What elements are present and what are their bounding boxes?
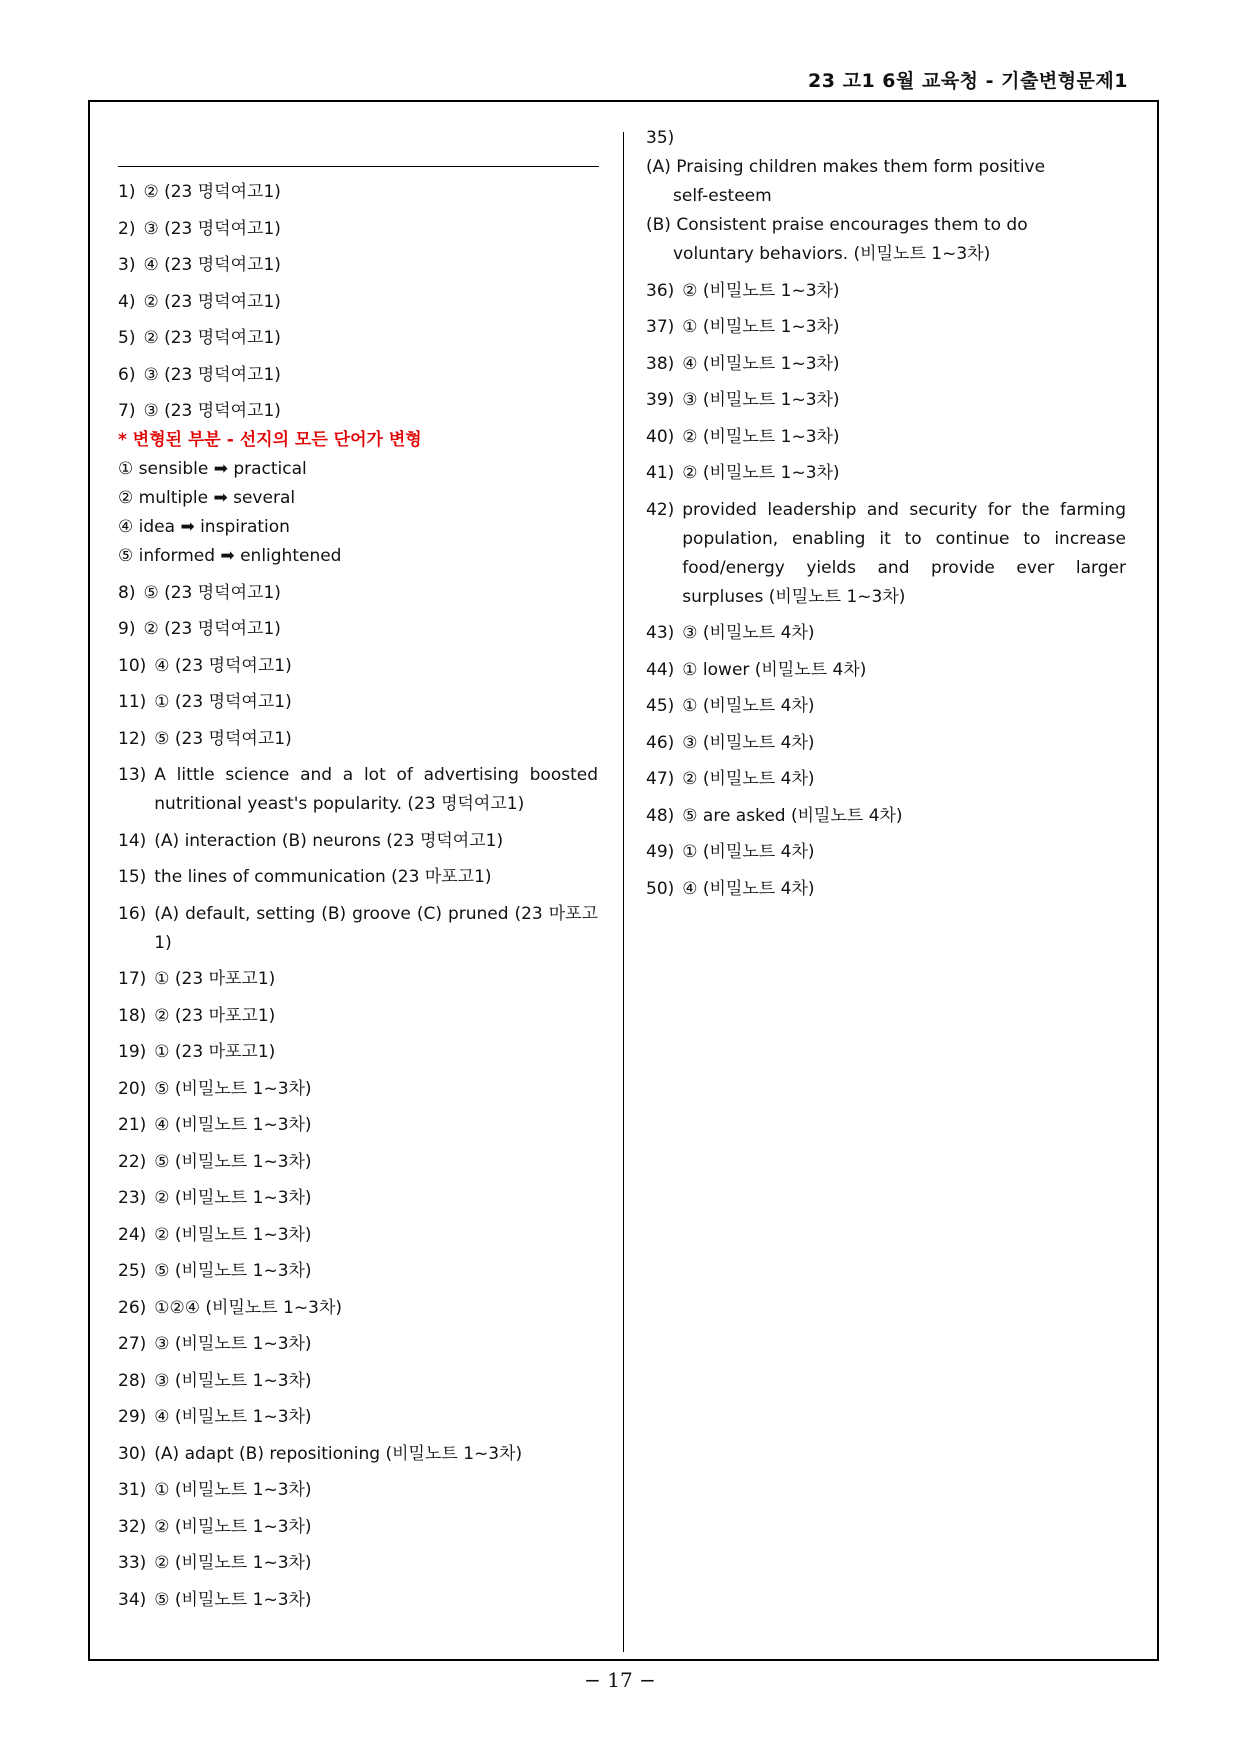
- answer-text: ④ (비밀노트 1~3차): [154, 1115, 312, 1135]
- answer-item: [646, 802, 1126, 831]
- answer-text: ④ (비밀노트 4차): [682, 878, 815, 899]
- answer-text: ⑤ (비밀노트 1~3차): [154, 1151, 312, 1172]
- right-answer-column: [646, 124, 1126, 911]
- answer-number: 1): [118, 182, 136, 202]
- answer-text: ② (비밀노트 1~3차): [154, 1516, 312, 1537]
- answer-number: 32): [118, 1516, 147, 1537]
- answer-item: [118, 1148, 598, 1177]
- answer-number: 12): [118, 728, 147, 749]
- answer-number: 49): [646, 842, 675, 862]
- answer-text: ① lower (비밀노트 4차): [682, 659, 867, 680]
- answer-item: [118, 900, 598, 958]
- answer-item: [118, 761, 598, 819]
- answer-text: ② (23 명덕여고1): [143, 182, 281, 202]
- answer-number: 42): [646, 499, 675, 520]
- answer-number: 8): [118, 582, 136, 603]
- answer-number: 3): [118, 255, 136, 275]
- answer-number: 10): [118, 655, 147, 676]
- answer-text: ② (23 명덕여고1): [143, 328, 281, 348]
- answer-35-part-b-cont: voluntary behaviors. (비밀노트 1~3차): [673, 244, 991, 264]
- answer-item: [646, 386, 1126, 415]
- answer-group-right: [646, 277, 1126, 904]
- answer-item: [118, 361, 598, 390]
- answer-text: ④ (23 명덕여고1): [154, 655, 292, 676]
- answer-number: 19): [118, 1042, 147, 1062]
- answer-number: 50): [646, 878, 675, 899]
- answer-text: ⑤ (23 명덕여고1): [143, 582, 281, 603]
- answer-number: 6): [118, 364, 136, 385]
- answer-number: 35): [646, 128, 675, 148]
- answer-number: 25): [118, 1261, 147, 1281]
- answer-text: ② (비밀노트 4차): [682, 769, 815, 789]
- answer-number: 47): [646, 769, 675, 789]
- answer-35-part-b: (B) Consistent praise encourages them to do: [646, 215, 1028, 235]
- answer-item: [118, 1476, 598, 1505]
- answer-item: [118, 688, 598, 717]
- answer-item: [118, 827, 598, 856]
- answer-text: ② (비밀노트 1~3차): [682, 463, 840, 483]
- answer-number: 34): [118, 1589, 147, 1610]
- variation-note-line: ⑤ informed ➡ enlightened: [118, 546, 342, 566]
- answer-item: [646, 277, 1126, 306]
- answer-item: [118, 1221, 598, 1250]
- answer-number: 26): [118, 1297, 147, 1318]
- answer-item: [118, 615, 598, 644]
- answer-text: (A) default, setting (B) groove (C) pruned (23 마포고1): [154, 903, 598, 953]
- answer-text: ③ (비밀노트 4차): [682, 732, 815, 753]
- answer-text: (A) interaction (B) neurons (23 명덕여고1): [154, 830, 504, 851]
- answer-item: [646, 692, 1126, 721]
- answer-text: ① (비밀노트 1~3차): [682, 317, 840, 337]
- answer-text: ⑤ (비밀노트 1~3차): [154, 1261, 312, 1281]
- variation-note-line: ① sensible ➡ practical: [118, 459, 307, 479]
- answer-text: ① (비밀노트 1~3차): [154, 1480, 312, 1500]
- answer-number: 33): [118, 1553, 147, 1573]
- answer-number: 11): [118, 692, 147, 712]
- answer-item: [118, 725, 598, 754]
- variation-note-line: ④ idea ➡ inspiration: [118, 517, 290, 537]
- answer-number: 37): [646, 317, 675, 337]
- answer-text: ① (23 명덕여고1): [154, 692, 292, 712]
- answer-text: A little science and a lot of advertising boosted nutritional yeast's popularity. (23 명덕여고1): [154, 765, 598, 814]
- answer-item: [646, 313, 1126, 342]
- answer-item: [118, 1549, 598, 1578]
- answer-35: [646, 124, 1126, 269]
- answer-text: ③ (비밀노트 1~3차): [154, 1370, 312, 1391]
- answer-text: ② (비밀노트 1~3차): [682, 426, 840, 447]
- variation-note-line: ② multiple ➡ several: [118, 488, 296, 508]
- answer-number: 36): [646, 280, 675, 301]
- answer-number: 23): [118, 1188, 147, 1208]
- answer-text: ③ (23 명덕여고1): [143, 401, 281, 421]
- answer-text: ② (23 명덕여고1): [143, 291, 281, 312]
- answer-number: 14): [118, 830, 147, 851]
- answer-text: ② (비밀노트 1~3차): [682, 280, 840, 301]
- answer-number: 48): [646, 805, 675, 826]
- answer-item: [118, 178, 598, 207]
- answer-number: 30): [118, 1443, 147, 1464]
- answer-number: 29): [118, 1407, 147, 1427]
- answer-item: [118, 1257, 598, 1286]
- answer-text: ② (비밀노트 1~3차): [154, 1553, 312, 1573]
- answer-item: [118, 863, 598, 892]
- answer-text: ⑤ (비밀노트 1~3차): [154, 1589, 312, 1610]
- answer-text: ④ (비밀노트 1~3차): [154, 1407, 312, 1427]
- answer-number: 28): [118, 1370, 147, 1391]
- column-divider: [623, 132, 624, 1652]
- answer-number: 38): [646, 353, 675, 374]
- answer-number: 46): [646, 732, 675, 753]
- answer-number: 27): [118, 1334, 147, 1354]
- answer-number: 5): [118, 328, 136, 348]
- answer-item: [118, 1038, 598, 1067]
- answer-number: 44): [646, 659, 675, 680]
- answer-item: [118, 1184, 598, 1213]
- answer-item: [118, 1586, 598, 1615]
- answer-number: 45): [646, 696, 675, 716]
- variation-note-heading: * 변형된 부분 - 선지의 모든 단어가 변형: [118, 430, 422, 450]
- answer-number: 2): [118, 218, 136, 239]
- left-answer-column: [118, 178, 598, 1622]
- answer-item: [118, 1111, 598, 1140]
- answer-item: [646, 875, 1126, 904]
- answer-item: [118, 652, 598, 681]
- answer-item: [646, 619, 1126, 648]
- answer-text: ① (비밀노트 4차): [682, 696, 815, 716]
- answer-item: [118, 215, 598, 244]
- answer-item: [118, 251, 598, 280]
- left-column-rule: [118, 166, 599, 167]
- answer-text: (A) adapt (B) repositioning (비밀노트 1~3차): [154, 1443, 523, 1464]
- answer-item: [118, 1330, 598, 1359]
- answer-text: ① (23 마포고1): [154, 969, 276, 989]
- answer-text: ③ (비밀노트 4차): [682, 623, 815, 643]
- answer-number: 13): [118, 765, 147, 785]
- answer-item: [646, 656, 1126, 685]
- answer-text: ② (비밀노트 1~3차): [154, 1224, 312, 1245]
- answer-text: ① (23 마포고1): [154, 1042, 276, 1062]
- answer-item: [646, 496, 1126, 612]
- answer-item: [118, 1075, 598, 1104]
- answer-number: 20): [118, 1078, 147, 1099]
- answer-number: 16): [118, 903, 147, 924]
- answer-number: 31): [118, 1480, 147, 1500]
- answer-text: the lines of communication (23 마포고1): [154, 867, 492, 887]
- answer-text: ④ (23 명덕여고1): [143, 255, 281, 275]
- variation-note: [118, 426, 598, 571]
- answer-item: [646, 729, 1126, 758]
- answer-number: 7): [118, 401, 136, 421]
- answer-item: [118, 579, 598, 608]
- answer-group-2: [118, 579, 598, 1615]
- answer-number: 39): [646, 390, 675, 410]
- answer-text: provided leadership and security for the farming population, enabling it to continue to increase food/energy yields and provide ever larger surpluses (비밀노트 1~3차): [682, 499, 1126, 607]
- answer-item: [118, 1403, 598, 1432]
- answer-item: [646, 459, 1126, 488]
- answer-item: [118, 965, 598, 994]
- answer-number: 24): [118, 1224, 147, 1245]
- answer-item: [646, 838, 1126, 867]
- answer-text: ⑤ (비밀노트 1~3차): [154, 1078, 312, 1099]
- answer-number: 4): [118, 291, 136, 312]
- answer-text: ③ (23 명덕여고1): [143, 218, 281, 239]
- answer-number: 18): [118, 1005, 147, 1026]
- answer-number: 22): [118, 1151, 147, 1172]
- answer-item: [118, 1294, 598, 1323]
- answer-text: ④ (비밀노트 1~3차): [682, 353, 840, 374]
- answer-number: 15): [118, 867, 147, 887]
- answer-number: 41): [646, 463, 675, 483]
- answer-35-part-a: (A) Praising children makes them form positive: [646, 157, 1046, 177]
- answer-text: ①②④ (비밀노트 1~3차): [154, 1297, 343, 1318]
- answer-item: [646, 765, 1126, 794]
- answer-group-1: [118, 178, 598, 426]
- answer-number: 17): [118, 969, 147, 989]
- answer-item: [118, 1367, 598, 1396]
- answer-text: ③ (비밀노트 1~3차): [682, 390, 840, 410]
- answer-item: [118, 397, 598, 426]
- answer-item: [118, 324, 598, 353]
- answer-number: 43): [646, 623, 675, 643]
- answer-text: ③ (23 명덕여고1): [143, 364, 281, 385]
- answer-number: 9): [118, 619, 136, 639]
- page-number: − 17 −: [584, 1668, 656, 1692]
- answer-text: ③ (비밀노트 1~3차): [154, 1334, 312, 1354]
- answer-number: 21): [118, 1115, 147, 1135]
- answer-number: 40): [646, 426, 675, 447]
- answer-text: ⑤ are asked (비밀노트 4차): [682, 805, 903, 826]
- answer-text: ⑤ (23 명덕여고1): [154, 728, 292, 749]
- page-header-title: 23 고1 6월 교육청 - 기출변형문제1: [808, 70, 1128, 92]
- answer-text: ② (23 마포고1): [154, 1005, 276, 1026]
- answer-item: [646, 350, 1126, 379]
- answer-item: [118, 288, 598, 317]
- answer-item: [118, 1440, 598, 1469]
- answer-text: ② (비밀노트 1~3차): [154, 1188, 312, 1208]
- answer-item: [118, 1513, 598, 1542]
- answer-text: ① (비밀노트 4차): [682, 842, 815, 862]
- answer-35-part-a-cont: self-esteem: [673, 186, 772, 206]
- answer-item: [646, 423, 1126, 452]
- answer-text: ② (23 명덕여고1): [143, 619, 281, 639]
- answer-item: [118, 1002, 598, 1031]
